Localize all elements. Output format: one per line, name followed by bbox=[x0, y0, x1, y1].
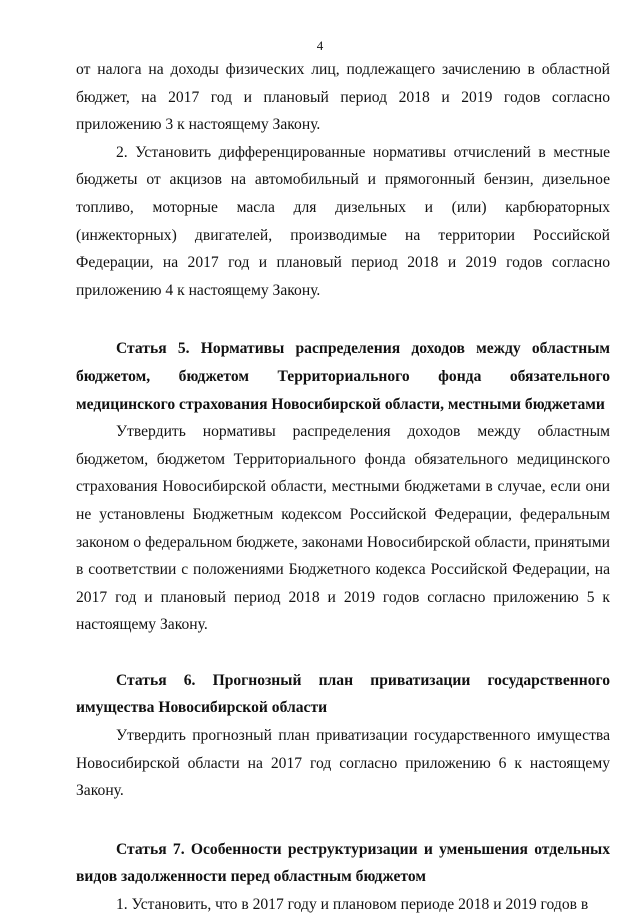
page-number: 4 bbox=[316, 38, 324, 53]
article-7-heading: Статья 7. Особенности реструктуризации и уменьшения отдельных видов задолженности перед областным бюджетом bbox=[76, 840, 610, 886]
document-body bbox=[76, 56, 610, 919]
article-7-body: 1. Установить, что в 2017 году и плановом периоде 2018 и 2019 годов в bbox=[116, 896, 589, 914]
article-5-heading: Статья 5. Нормативы распределения доходов между областным бюджетом, бюджетом Территориального фонда обязательного медицинского страхования Новосибирской области, местными бюджетами bbox=[76, 340, 610, 413]
paragraph-item-2: 2. Установить дифференцированные нормативы отчислений в местные бюджеты от акцизов на автомобильный и прямогонный бензин, дизельное топливо, моторные масла для дизельных и (или) карбюраторных (инжекторных) двигателей, производимые на территории Российской Федерации, на 2017 год и плановый период 2018 и 2019 годов согласно приложению 4 к настоящему Закону. bbox=[76, 143, 610, 299]
paragraph-continuation: от налога на доходы физических лиц, подлежащего зачислению в областной бюджет, на 2017 год и плановый период 2018 и 2019 годов согласно приложению 3 к настоящему Закону. bbox=[76, 61, 610, 134]
article-6-heading: Статья 6. Прогнозный план приватизации государственного имущества Новосибирской области bbox=[76, 671, 610, 717]
article-5-body: Утвердить нормативы распределения доходов между областным бюджетом, бюджетом Территориального фонда обязательного медицинского страхования Новосибирской области, местными бюджетами в случае, если они не установлены Бюджетным кодексом Российской Федерации, федеральным законом о федеральном бюджете, законами Новосибирской области, принятыми в соответствии с положениями Бюджетного кодекса Российской Федерации, на 2017 год и плановый период 2018 и 2019 годов согласно приложению 5 к настоящему Закону. bbox=[76, 423, 610, 634]
article-6-body: Утвердить прогнозный план приватизации государственного имущества Новосибирской области на 2017 год согласно приложению 6 к настоящему Закону. bbox=[76, 727, 610, 800]
